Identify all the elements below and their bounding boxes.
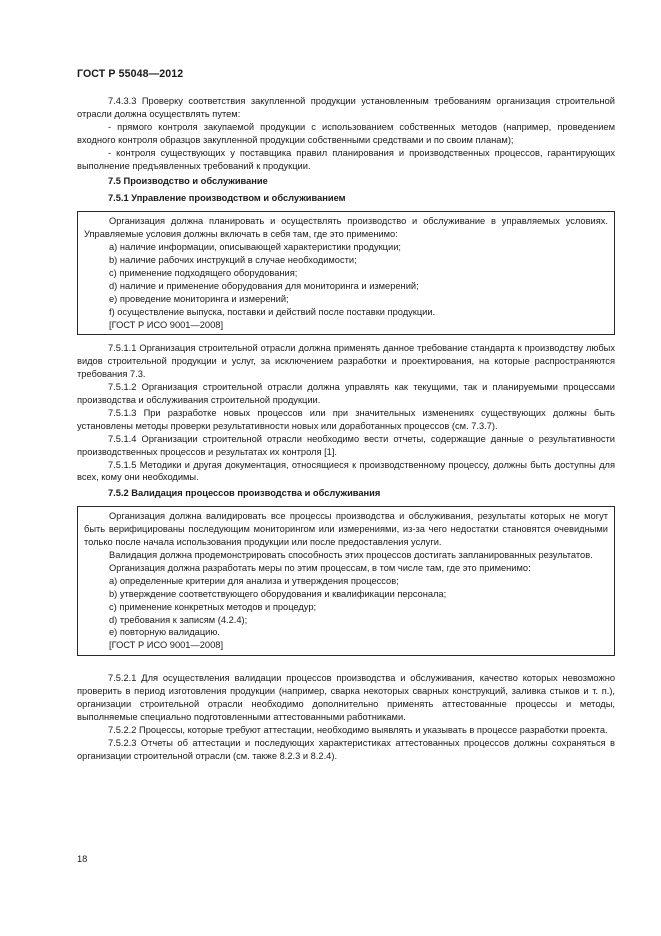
- paragraph-7-4-3-3-item-1: - прямого контроля закупаемой продукции с использованием собственных методов (например, проведением входного контроля образцов закупленной продукции собственными средствами и по своим планам);: [77, 121, 615, 145]
- box-list-item: b) утверждение соответствующего оборудования и квалификации персонала;: [109, 588, 447, 599]
- section-heading-7-5-2: 7.5.2 Валидация процессов производства и обслуживания: [108, 488, 381, 499]
- box-list-item: f) осуществление выпуска, поставки и действий после поставки продукции.: [109, 306, 436, 317]
- document-body: [77, 95, 615, 763]
- spacer: [77, 663, 615, 672]
- box-list-item: c) применение конкретных методов и процедур;: [109, 601, 317, 612]
- paragraph-7-5-1-5: 7.5.1.5 Методики и другая документация, относящиеся к производственному процессу, должны быть доступны для всех, кому они необходимы.: [77, 459, 615, 483]
- box-reference: [ГОСТ Р ИСО 9001—2008]: [109, 640, 224, 651]
- paragraph-7-4-3-3: 7.4.3.3 Проверку соответствия закупленной продукции установленным требованиям организация строительной отрасли должна осуществлять путем:: [77, 96, 615, 119]
- paragraph-7-5-1-4: 7.5.1.4 Организации строительной отрасли необходимо вести отчеты, содержащие данные о результативности производственных процессов и результатах их контроля [1].: [77, 433, 615, 457]
- box-paragraph: Организация должна разработать меры по этим процессам, в том числе там, где это применимо:: [109, 562, 531, 573]
- box-list-item: d) наличие и применение оборудования для мониторинга и измерений;: [109, 280, 419, 291]
- box-list-item: b) наличие рабочих инструкций в случае необходимости;: [109, 254, 357, 265]
- box-paragraph: Организация должна валидировать все процессы производства и обслуживания, результаты которых не могут быть верифицированы последующим мониторингом или измерениями, из-за чего недостатки становятся очевидными только после начала использования продукции или после предоставления услуги.: [84, 511, 608, 548]
- box-list-item: c) применение подходящего оборудования;: [109, 267, 298, 278]
- paragraph-7-5-1-3: 7.5.1.3 При разработке новых процессов или при значительных изменениях существующих должны быть установлены методы проверки результативности новых или доработанных процессов (см. 7.3.7).: [77, 407, 615, 431]
- paragraph-7-5-1-1: 7.5.1.1 Организация строительной отрасли должна применять данное требование стандарта к производству любых видов строительной продукции и услуг, за исключением разработки и проектирования, на которые распространяются требования 7.3.: [77, 343, 615, 380]
- box-list-item: e) повторную валидацию.: [109, 627, 220, 638]
- section-heading-7-5-1: 7.5.1 Управление производством и обслуживанием: [108, 193, 346, 204]
- quoted-requirement-box-7-5-1: [77, 211, 615, 335]
- section-heading-7-5: 7.5 Производство и обслуживание: [108, 176, 268, 187]
- box-list-item: a) наличие информации, описывающей характеристики продукции;: [109, 242, 401, 253]
- paragraph-7-5-2-2: 7.5.2.2 Процессы, которые требуют аттестации, необходимо выявлять и указывать в процессе разработки проекта.: [108, 724, 608, 735]
- paragraph-7-5-1-2: 7.5.1.2 Организация строительной отрасли должна управлять как текущими, так и планируемыми процессами производства и обслуживания строительной продукции.: [77, 382, 615, 406]
- paragraph-7-5-2-1: 7.5.2.1 Для осуществления валидации процессов производства и обслуживания, качество которых невозможно проверить в период изготовления продукции (например, сварка некоторых сварных конструкций, заливка стыков и т. п.), организации строительной отрасли необходимо дополнительно применять аттестованные процессы и методы, выполняемые специально подготовленными аттестованными работниками.: [77, 673, 615, 722]
- quoted-requirement-box-7-5-2: [77, 506, 615, 656]
- standard-code-header: ГОСТ Р 55048—2012: [77, 68, 184, 80]
- box-list-item: d) требования к записям (4.2.4);: [109, 614, 248, 625]
- box-reference: [ГОСТ Р ИСО 9001—2008]: [109, 319, 224, 330]
- box-paragraph: Валидация должна продемонстрировать способность этих процессов достигать запланированных результатов.: [109, 550, 593, 560]
- page-number: 18: [77, 854, 88, 864]
- box-intro: Организация должна планировать и осуществлять производство и обслуживание в управляемых условиях. Управляемые условия должны включать в себя там, где это применимо:: [84, 216, 608, 240]
- paragraph-7-5-2-3: 7.5.2.3 Отчеты об аттестации и последующих характеристиках аттестованных процессов должны сохраняться в организации строительной отрасли (см. также 8.2.3 и 8.2.4).: [77, 737, 615, 761]
- box-list-item: a) определенные критерии для анализа и утверждения процессов;: [109, 575, 399, 586]
- box-list-item: e) проведение мониторинга и измерений;: [109, 293, 289, 304]
- paragraph-7-4-3-3-item-2: - контроля существующих у поставщика правил планирования и производственных процессов, гарантирующих выполнение предъявленных требований к продукции.: [77, 147, 615, 171]
